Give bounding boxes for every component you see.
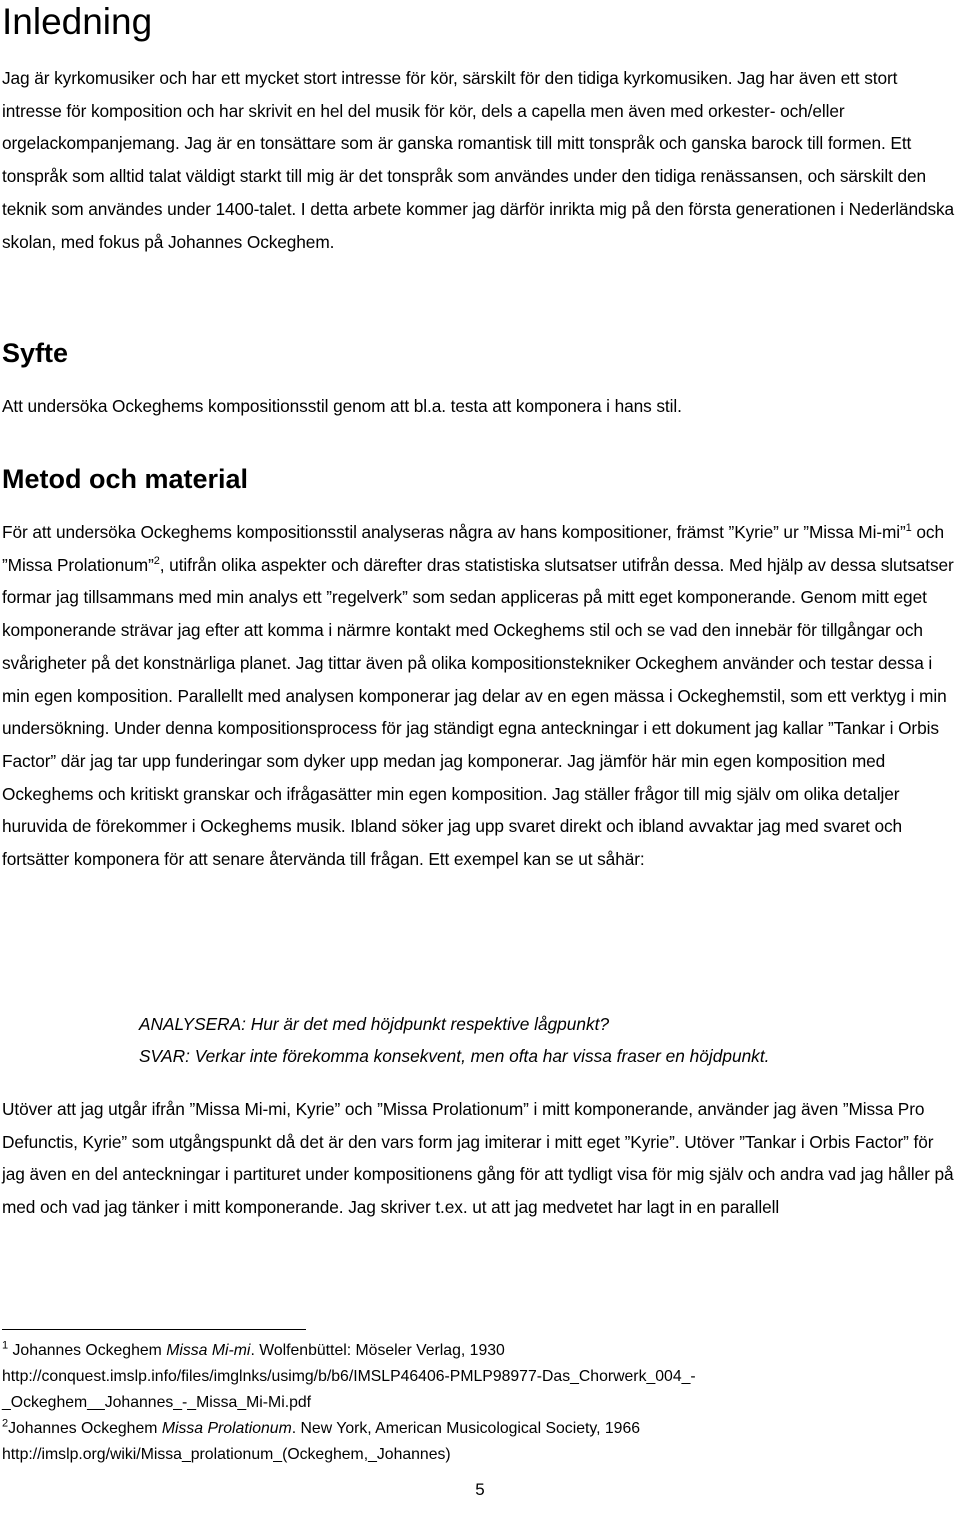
example-question: ANALYSERA: Hur är det med höjdpunkt respektive lågpunkt?: [139, 1014, 610, 1034]
closing-paragraph: Utöver att jag utgår ifrån ”Missa Mi-mi, Kyrie” och ”Missa Prolationum” i mitt komponerande, använder jag även ”Missa Pro Defunctis, Kyrie” som utgångspunkt då det är den vars form jag imiterar i mitt eget ”Kyrie”. Utöver ”Tankar i Orbis Factor” för jag även en del anteckningar i partituret under kompositionens gång för att tydligt visa för mig själv och andra vad jag håller på med och vad jag tänker i mitt komponerande. Jag skriver t.ex. ut att jag medvetet har lagt in en parallell: [2, 1099, 954, 1218]
metod-text-part3: , utifrån olika aspekter och därefter dras statistiska slutsatser utifrån dessa. Med hjälp av dessa slutsatser formar jag tillsammans med min analys ett ”regelverk” som sedan appliceras på mitt eget komponerande. Genom mitt eget komponerande strävar jag efter att komma i närmre kontakt med Ockeghems stil och se vad den innebär för tillgångar och svårigheter på det konstnärliga planet. Jag tittar även på olika kompositionstekniker Ockeghem använder och testar dessa i min egen komposition. Parallellt med analysen komponerar jag delar av en egen mässa i Ockeghemstil, som ett verktyg i min undersökning. Under denna kompositionsprocess för jag ständigt egna anteckningar i ett dokument jag kallar ”Tankar i Orbis Factor” där jag tar upp funderingar som dyker upp medan jag komponerar. Jag jämför här min egen komposition med Ockeghems och kritiskt granskar och ifrågasätter min egen komposition. Jag ställer frågor till mig själv om olika detaljer huruvida de förekommer i Ockeghems musik. Ibland söker jag upp svaret direkt och ibland avvaktar jag med svaret och fortsätter komponera för att senare återvända till frågan. Ett exempel kan se ut såhär:: [2, 554, 954, 870]
footnote-1-publisher: . Wolfenbüttel: Möseler Verlag, 1930: [250, 1342, 505, 1359]
page-number: 5: [475, 1480, 485, 1499]
metod-paragraph: [2, 516, 960, 876]
footnote-1-url-line2[interactable]: _Ockeghem__Johannes_-_Missa_Mi-Mi.pdf: [2, 1394, 312, 1411]
footnote-1-author: Johannes Ockeghem: [8, 1342, 167, 1359]
heading-syfte: Syfte: [2, 338, 69, 368]
heading-inledning: Inledning: [2, 1, 153, 42]
footnote-2-author: Johannes Ockeghem: [8, 1420, 162, 1437]
footnote-2-number: 2: [2, 1417, 9, 1430]
footnote-1-url-line1[interactable]: http://conquest.imslp.info/files/imglnks/usimg/b/b6/IMSLP46406-PMLP98977-Das_Chorwerk_004_-: [2, 1368, 696, 1385]
footnote-2: [2, 1416, 942, 1442]
metod-text-part1: För att undersöka Ockeghems kompositionsstil analyseras några av hans kompositioner, främst ”Kyrie” ur ”Missa Mi-mi”: [2, 522, 906, 542]
heading-metod-och-material: Metod och material: [2, 464, 249, 494]
footnotes: [2, 1338, 942, 1468]
footnote-1-title: Missa Mi-mi: [166, 1342, 251, 1359]
example-answer: SVAR: Verkar inte förekomma konsekvent, men ofta har vissa fraser en höjdpunkt.: [139, 1046, 770, 1066]
footnote-2-publisher: . New York, American Musicological Society, 1966: [291, 1420, 641, 1437]
metod-text-part2: och ”Missa Prolationum”: [2, 522, 944, 575]
example-block: [139, 1008, 769, 1072]
footnote-2-title: Missa Prolationum: [161, 1420, 292, 1437]
intro-paragraph: Jag är kyrkomusiker och har ett mycket stort intresse för kör, särskilt för den tidiga kyrkomusiken. Jag har även ett stort intresse för komposition och har skrivit en hel del musik för kör, dels a capella men även med orkester- och/eller orgelackompanjemang. Jag är en tonsättare som är ganska romantisk till mitt tonspråk och ganska barock till formen. Ett tonspråk som alltid talat väldigt starkt till mig är det tonspråk som användes under den tidiga renässansen, och särskilt den teknik som användes under 1400-talet. I detta arbete kommer jag därför inrikta mig på den första generationen i Nederländska skolan, med fokus på Johannes Ockeghem.: [2, 68, 955, 252]
syfte-paragraph: Att undersöka Ockeghems kompositionsstil genom att bl.a. testa att komponera i hans stil.: [2, 396, 682, 416]
footnote-1-number: 1: [2, 1339, 9, 1352]
footnote-ref-2: 2: [153, 554, 160, 567]
footnote-separator: [2, 1329, 306, 1330]
footnote-ref-1: 1: [905, 522, 912, 535]
footnote-1: [2, 1338, 942, 1364]
footnote-2-url[interactable]: http://imslp.org/wiki/Missa_prolationum_(Ockeghem,_Johannes): [2, 1446, 451, 1463]
